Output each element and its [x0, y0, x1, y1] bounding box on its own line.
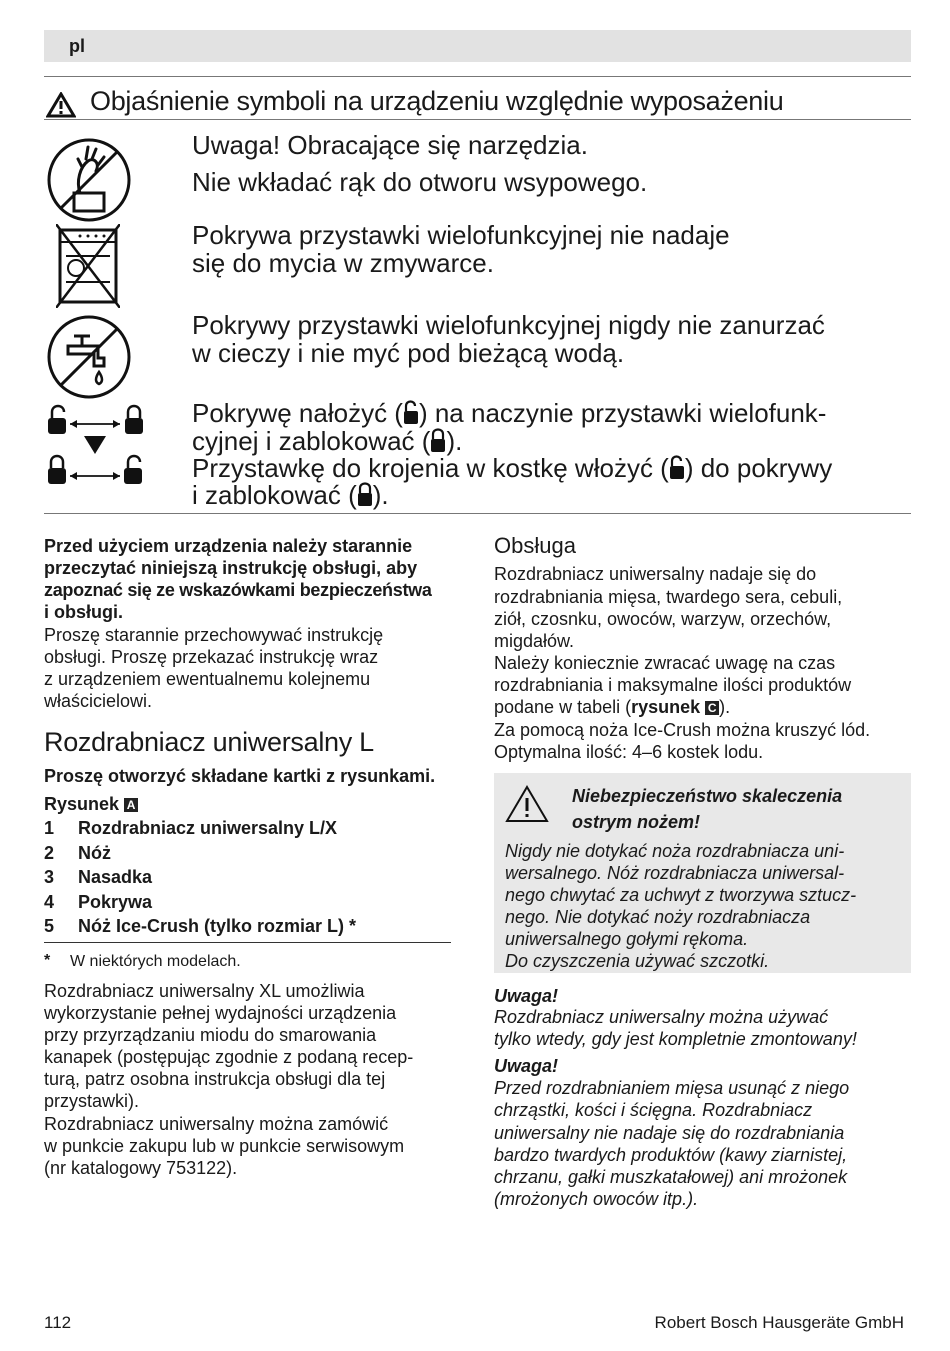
lock-unlock-icon: [44, 402, 148, 502]
page-number: 112: [44, 1313, 72, 1332]
body-line: kanapek (postępując zgodnie z podaną recep-: [44, 1047, 414, 1067]
caution-line: (mrożonych owoców itp.).: [494, 1189, 699, 1209]
text-fragment: ) na naczynie przystawki wielofunk-: [418, 398, 827, 428]
symbol-text: [192, 481, 389, 509]
company-name: Robert Bosch Hausgeräte GmbH: [654, 1313, 904, 1332]
symbol-text: się do mycia w zmywarce.: [192, 248, 494, 278]
caution-line: tylko wtedy, gdy jest kompletnie zmontowany!: [494, 1029, 857, 1049]
text-fragment: cyjnej i zablokować (: [192, 426, 431, 456]
body-line: przystawki).: [44, 1091, 140, 1111]
list-item: [44, 892, 152, 913]
locked-icon: [357, 481, 373, 507]
body-line: ziół, czosnku, owoców, warzyw, orzechów,: [494, 609, 832, 629]
warning-line: wersalnego. Nóż rozdrabniacza uniwersal-: [505, 863, 845, 883]
body-line: Rozdrabniacz uniwersalny można zamówić: [44, 1114, 389, 1134]
figure-label: Rysunek: [44, 794, 120, 814]
no-dishwasher-icon: [56, 224, 120, 308]
list-label: Nasadka: [78, 867, 153, 887]
text-fragment: ) do pokrywy: [684, 453, 833, 483]
list-item: [44, 867, 152, 888]
body-line: rozdrabniania i maksymalne ilości produktów: [494, 675, 852, 695]
list-number: 4: [44, 892, 55, 912]
text-fragment: Pokrywę nałożyć (: [192, 398, 403, 428]
intro-bold-line: i obsługi.: [44, 602, 123, 622]
list-item: [44, 818, 337, 839]
list-label: Rozdrabniacz uniwersalny L/X: [78, 818, 338, 838]
body-line: rozdrabniania mięsa, twardego sera, cebuli,: [494, 587, 843, 607]
body-line: [494, 696, 730, 718]
list-number: 2: [44, 843, 55, 863]
body-line: przy przyrządzaniu miodu do smarowania: [44, 1025, 377, 1045]
symbol-text: Pokrywy przystawki wielofunkcyjnej nigdy nie zanurzać: [192, 310, 825, 340]
symbol-text: [192, 399, 826, 427]
divider: [44, 119, 911, 120]
caution-line: chrząstki, kości i ścięgna. Rozdrabniacz: [494, 1100, 813, 1120]
footnote: W niektórych modelach.: [70, 953, 241, 970]
list-number: 1: [44, 818, 55, 838]
divider: [44, 513, 911, 514]
divider: [44, 942, 451, 943]
body-line: Optymalna ilość: 4–6 kostek lodu.: [494, 742, 764, 762]
intro-line: obsługi. Proszę przekazać instrukcję wraz: [44, 647, 379, 667]
symbol-text: Uwaga! Obracające się narzędzia.: [192, 130, 588, 160]
text-fragment: podane w tabeli (: [494, 697, 632, 717]
text-fragment: Przystawkę do krojenia w kostkę włożyć (: [192, 453, 669, 483]
no-water-icon: [46, 314, 132, 400]
warning-title: ostrym nożem!: [572, 812, 701, 832]
section-heading: Rozdrabniacz uniwersalny L: [44, 727, 374, 757]
list-number: 5: [44, 916, 55, 936]
body-line: turą, patrz osobna instrukcja obsługi dla tej: [44, 1069, 386, 1089]
symbol-text: [192, 427, 462, 455]
caution-line: uniwersalny nie nadaje się do rozdrabniania: [494, 1123, 845, 1143]
figure-ref: [44, 793, 138, 815]
fold-note: Proszę otworzyć składane kartki z rysunkami.: [44, 766, 436, 786]
body-line: migdałów.: [494, 631, 575, 651]
list-item: [44, 843, 111, 864]
caution-title: Uwaga!: [494, 1056, 559, 1076]
caution-line: Rozdrabniacz uniwersalny można używać: [494, 1007, 829, 1027]
symbols-title: Objaśnienie symboli na urządzeniu względnie wyposażeniu: [90, 86, 784, 116]
caution-line: chrzanu, gałki muszkatałowej) ani mrożonek: [494, 1167, 848, 1187]
list-label: Nóż Ice-Crush (tylko rozmiar L) *: [78, 916, 357, 936]
intro-bold-line: zapoznać się ze wskazówkami bezpieczeństwa: [44, 580, 432, 600]
text-fragment: ).: [372, 480, 389, 510]
caution-line: bardzo twardych produktów (kawy ziarnistej,: [494, 1145, 848, 1165]
caution-title: Uwaga!: [494, 986, 559, 1006]
list-item: [44, 916, 356, 937]
list-label: Pokrywa: [78, 892, 153, 912]
figure-letter-badge: A: [124, 798, 138, 812]
caution-line: Przed rozdrabnianiem mięsa usunąć z niego: [494, 1078, 850, 1098]
figure-letter-badge: C: [705, 701, 719, 715]
body-line: wykorzystanie pełnej wydajności urządzenia: [44, 1003, 397, 1023]
section-heading: Obsługa: [494, 533, 576, 558]
body-line: Należy koniecznie zwracać uwagę na czas: [494, 653, 836, 673]
symbol-text: Nie wkładać rąk do otworu wsypowego.: [192, 167, 648, 197]
list-label: Nóż: [78, 843, 111, 863]
intro-line: z urządzeniem ewentualnemu kolejnemu: [44, 669, 371, 689]
intro-bold-line: przeczytać niniejszą instrukcję obsługi, aby: [44, 558, 418, 578]
warning-line: Do czyszczenia używać szczotki.: [505, 951, 770, 971]
warning-title: Niebezpieczeństwo skaleczenia: [572, 786, 843, 806]
body-line: (nr katalogowy 753122).: [44, 1158, 238, 1178]
language-code: pl: [69, 36, 85, 56]
locked-icon: [430, 427, 446, 453]
text-fragment: ).: [446, 426, 463, 456]
body-line: Rozdrabniacz uniwersalny XL umożliwia: [44, 981, 365, 1001]
text-fragment: i zablokować (: [192, 480, 357, 510]
language-bar: [44, 30, 911, 62]
body-line: Rozdrabniacz uniwersalny nadaje się do: [494, 564, 817, 584]
figure-ref: rysunek: [631, 697, 701, 717]
divider: [44, 76, 911, 77]
warning-triangle-icon: [46, 92, 76, 118]
symbol-text: [192, 454, 832, 482]
text-fragment: ).: [719, 697, 731, 717]
list-number: 3: [44, 867, 55, 887]
body-line: w punkcie zakupu lub w punkcie serwisowym: [44, 1136, 405, 1156]
unlocked-icon: [403, 399, 419, 425]
warning-line: uniwersalnego gołymi rękoma.: [505, 929, 749, 949]
body-line: Za pomocą noża Ice-Crush można kruszyć lód.: [494, 720, 871, 740]
symbol-text: w cieczy i nie myć pod bieżącą wodą.: [192, 338, 625, 368]
intro-bold-line: Przed użyciem urządzenia należy starannie: [44, 536, 413, 556]
intro-line: Proszę starannie przechowywać instrukcję: [44, 625, 384, 645]
warning-triangle-icon: [504, 784, 550, 824]
no-hand-icon: [46, 137, 132, 223]
symbol-text: Pokrywa przystawki wielofunkcyjnej nie nadaje: [192, 220, 730, 250]
warning-line: nego. Nie dotykać noży rozdrabniacza: [505, 907, 811, 927]
warning-line: Nigdy nie dotykać noża rozdrabniacza uni-: [505, 841, 845, 861]
unlocked-icon: [669, 454, 685, 480]
warning-line: nego chwytać za uchwyt z tworzywa sztucz-: [505, 885, 857, 905]
intro-line: właścicielowi.: [44, 691, 153, 711]
footnote-mark: *: [44, 952, 51, 969]
